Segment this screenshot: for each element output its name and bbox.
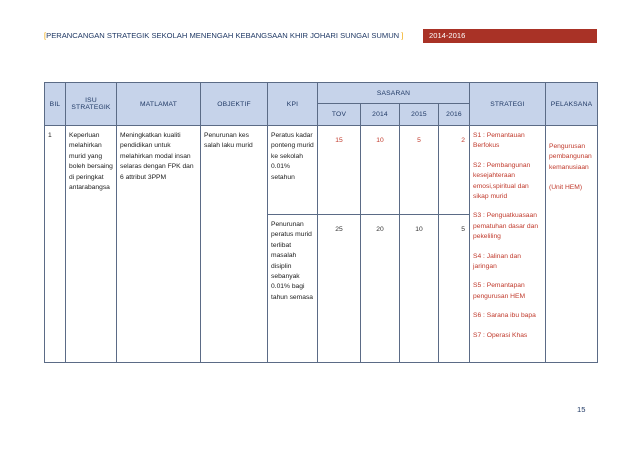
row-objektif-cell [201,126,268,363]
kpi-2-cell [268,215,318,363]
header-bracket-close: ] [399,31,404,40]
kpi-2-2016-cell [439,215,470,363]
kpi-1-2016: 2 [461,137,465,144]
strategic-plan-table [44,82,598,363]
kpi-2-2014-cell [361,215,400,363]
kpi-1-tov-cell [318,126,361,215]
strategy-item: S3 : Penguatkuasaan pematuhan dasar dan pekeliling [473,212,539,241]
col-header-matlamat: MATLAMAT [117,83,201,126]
kpi-1-2015-cell [400,126,439,215]
strategy-list [470,126,545,341]
header-bracket-open: [ [44,31,47,40]
kpi-1-2016-cell [439,126,470,215]
kpi-2-tov: 25 [335,226,343,233]
page-number: 15 [577,405,586,414]
kpi-2-2015-cell [400,215,439,363]
col-header-isu: ISU STRATEGIK [66,83,117,126]
col-header-objektif: OBJEKTIF [201,83,268,126]
col-header-tov: TOV [318,104,361,126]
kpi-1-text: Peratus kadar ponteng murid ke sekolah 0.01% setahun [271,132,314,181]
col-header-2015: 2015 [400,104,439,126]
header-row-top [45,83,598,104]
strategy-item: S4 : Jalinan dan jaringan [473,252,521,271]
kpi-2-tov-cell [318,215,361,363]
table-row [45,126,598,215]
col-header-strategi: STRATEGI [470,83,546,126]
kpi-2-2016: 5 [461,226,465,233]
strategy-item: S2 : Pembangunan kesejahteraan emosi,spiritual dan sikap murid [473,161,531,201]
col-header-sasaran: SASARAN [318,83,470,104]
row-bil: 1 [48,132,52,139]
row-matlamat-cell [117,126,201,363]
row-matlamat: Meningkatkan kualiti pendidikan untuk melahirkan modal insan selaras dengan FPK dan 6 attribut 3PPM [120,132,194,181]
pelaksana-unit: (Unit HEM) [549,184,583,192]
row-isu: Keperluan melahirkan murid yang boleh bersaing di peringkat antarabangsa [69,132,113,192]
document-header [44,29,597,43]
kpi-1-cell [268,126,318,215]
pelaksana-block [546,126,597,194]
strategy-item: S1 : Pemantauan Berfokus [473,132,525,150]
row-objektif: Penurunan kes salah laku murid [204,132,253,150]
strategy-item: S7 : Operasi Khas [473,331,528,339]
row-pelaksana-cell [546,126,598,363]
col-header-2014: 2014 [361,104,400,126]
row-bil-cell [45,126,66,363]
pelaksana-text: Pengurusan pembangunan kemanusiaan [549,143,592,171]
kpi-1-2014: 10 [376,137,384,144]
row-strategi-cell [470,126,546,363]
header-title: PERANCANGAN STRATEGIK SEKOLAH MENENGAH KEBANGSAAN KHIR JOHARI SUNGAI SUMUN [46,31,400,40]
col-header-bil: BIL [45,83,66,126]
kpi-2-2014: 20 [376,226,384,233]
kpi-2-text: Penurunan peratus murid terlibat masalah disiplin sebanyak 0.01% bagi tahun semasa [271,221,314,301]
row-isu-cell [66,126,117,363]
strategy-item: S5 : Pemantapan pengurusan HEM [473,282,526,300]
kpi-1-tov: 15 [335,137,343,144]
strategy-item: S6 : Sarana ibu bapa [473,312,536,320]
col-header-2016: 2016 [439,104,470,126]
col-header-pelaksana: PELAKSANA [546,83,598,126]
header-year-range: 2014-2016 [423,29,597,43]
kpi-1-2014-cell [361,126,400,215]
header-title-block [44,29,423,43]
kpi-2-2015: 10 [415,226,423,233]
col-header-kpi: KPI [268,83,318,126]
kpi-1-2015: 5 [417,137,421,144]
